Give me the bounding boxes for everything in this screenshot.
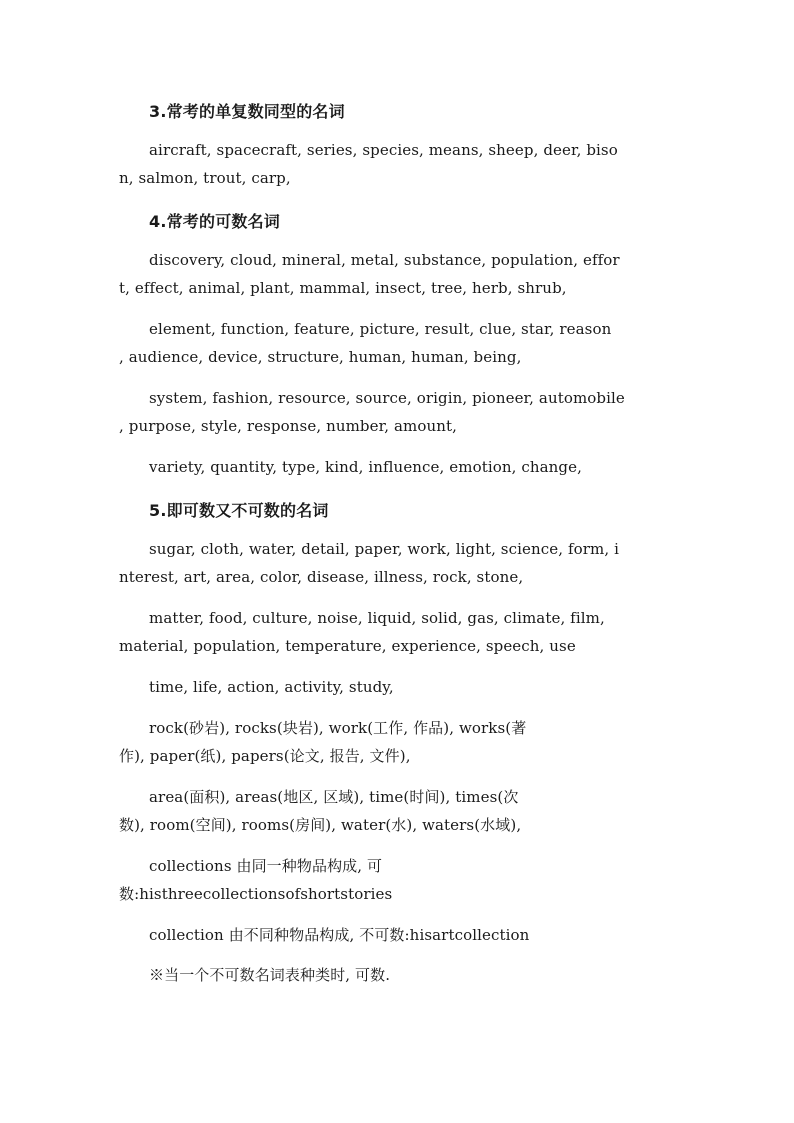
section-4-heading: 4.常考的可数名词 xyxy=(149,212,281,231)
paragraph-line: ※当一个不可数名词表种类时, 可数. xyxy=(149,966,391,984)
paragraph-line: t, effect, animal, plant, mammal, insect, tree, herb, shrub, xyxy=(119,279,567,297)
paragraph-line: sugar, cloth, water, detail, paper, work, light, science, form, i xyxy=(149,540,619,558)
paragraph-line: area(面积), areas(地区, 区域), time(时间), times(次 xyxy=(149,788,519,806)
paragraph-line: 作), paper(纸), papers(论文, 报告, 文件), xyxy=(119,747,411,765)
paragraph-line: discovery, cloud, mineral, metal, substance, population, effor xyxy=(149,251,620,269)
section-5-heading: 5.即可数又不可数的名词 xyxy=(149,501,329,520)
paragraph-line: nterest, art, area, color, disease, illness, rock, stone, xyxy=(119,568,524,586)
paragraph-line: rock(砂岩), rocks(块岩), work(工作, 作品), works(著 xyxy=(149,719,527,737)
paragraph-line: , purpose, style, response, number, amount, xyxy=(119,417,457,435)
paragraph-line: collections 由同一种物品构成, 可 xyxy=(149,857,383,875)
paragraph-line: collection 由不同种物品构成, 不可数:hisartcollection xyxy=(149,926,530,944)
paragraph-line: matter, food, culture, noise, liquid, solid, gas, climate, film, xyxy=(149,609,605,627)
paragraph-line: variety, quantity, type, kind, influence, emotion, change, xyxy=(149,458,582,476)
paragraph-line: 数:histhreecollectionsofshortstories xyxy=(119,885,393,903)
paragraph-line: system, fashion, resource, source, origin, pioneer, automobile xyxy=(149,389,625,407)
paragraph-line: time, life, action, activity, study, xyxy=(149,678,394,696)
paragraph-line: material, population, temperature, experience, speech, use xyxy=(119,637,576,655)
paragraph-line: aircraft, spacecraft, series, species, means, sheep, deer, biso xyxy=(149,141,618,159)
paragraph-line: element, function, feature, picture, result, clue, star, reason xyxy=(149,320,612,338)
section-3-heading: 3.常考的单复数同型的名词 xyxy=(149,102,345,121)
paragraph-line: 数), room(空间), rooms(房间), water(水), waters(水域), xyxy=(119,816,522,834)
paragraph-line: n, salmon, trout, carp, xyxy=(119,169,291,187)
paragraph-line: , audience, device, structure, human, human, being, xyxy=(119,348,522,366)
